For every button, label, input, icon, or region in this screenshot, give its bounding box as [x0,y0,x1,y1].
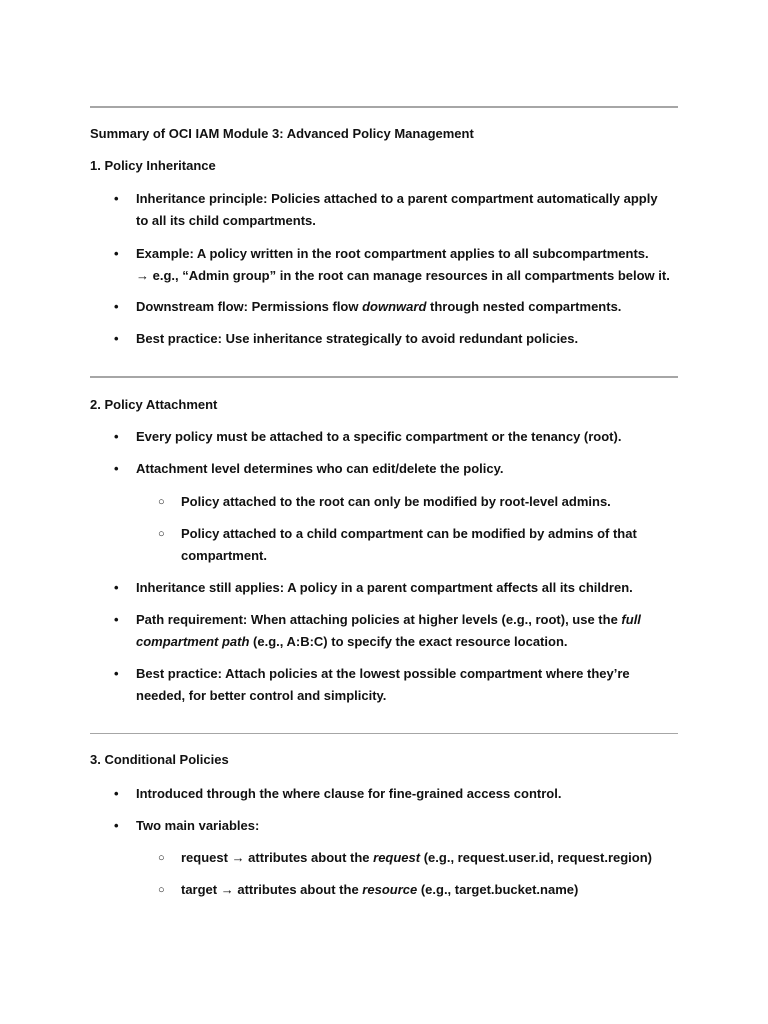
sub-bullet-icon: ○ [158,528,165,540]
bullet-icon: • [114,612,119,627]
attachment-requirement: Every policy must be attached to a specific compartment or the tenancy (root). [136,429,622,444]
where-clause-item: Introduced through the where clause for fine-grained access control. [136,786,562,801]
bullet-icon: • [114,580,119,595]
section-1-heading: 1. Policy Inheritance [90,158,216,173]
sub-bullet-icon: ○ [158,852,165,864]
divider-top [90,106,678,108]
best-practice-attach-line1: Best practice: Attach policies at the lowest possible compartment where they’re [136,666,630,681]
example-line1: Example: A policy written in the root compartment applies to all subcompartments. [136,246,649,261]
divider-2 [90,733,678,734]
sub-bullet-icon: ○ [158,884,165,896]
inheritance-principle-line2: to all its child compartments. [136,213,316,228]
bullet-icon: • [114,429,119,444]
sub-bullet-icon: ○ [158,496,165,508]
request-variable-item: request → attributes about the request (e.g., request.user.id, request.region) [181,850,652,865]
inheritance-principle-line1: Inheritance principle: Policies attached to a parent compartment automatically apply [136,191,658,206]
two-variables-item: Two main variables: [136,818,260,833]
child-policy-line2: compartment. [181,548,267,563]
divider-1 [90,376,678,378]
bullet-icon: • [114,246,119,261]
child-policy-line1: Policy attached to a child compartment can be modified by admins of that [181,526,637,541]
inheritance-applies: Inheritance still applies: A policy in a parent compartment affects all its children. [136,580,633,595]
section-2-heading: 2. Policy Attachment [90,397,218,412]
attachment-level: Attachment level determines who can edit/delete the policy. [136,461,504,476]
downstream-flow-item: Downstream flow: Permissions flow downward through nested compartments. [136,299,622,314]
target-variable-item: target → attributes about the resource (e.g., target.bucket.name) [181,882,579,897]
section-3-heading: 3. Conditional Policies [90,752,229,767]
example-line2: → e.g., “Admin group” in the root can manage resources in all compartments below it. [136,268,670,283]
bullet-icon: • [114,461,119,476]
best-practice-inheritance: Best practice: Use inheritance strategically to avoid redundant policies. [136,331,579,346]
bullet-icon: • [114,786,119,801]
best-practice-attach-line2: needed, for better control and simplicity. [136,688,387,703]
path-requirement-line1: Path requirement: When attaching policies at higher levels (e.g., root), use the full [136,612,641,627]
bullet-icon: • [114,818,119,833]
root-policy-item: Policy attached to the root can only be modified by root-level admins. [181,494,611,509]
bullet-icon: • [114,191,119,206]
bullet-icon: • [114,331,119,346]
bullet-icon: • [114,299,119,314]
document-title: Summary of OCI IAM Module 3: Advanced Policy Management [90,126,474,141]
path-requirement-line2: compartment path (e.g., A:B:C) to specify the exact resource location. [136,634,568,649]
bullet-icon: • [114,666,119,681]
